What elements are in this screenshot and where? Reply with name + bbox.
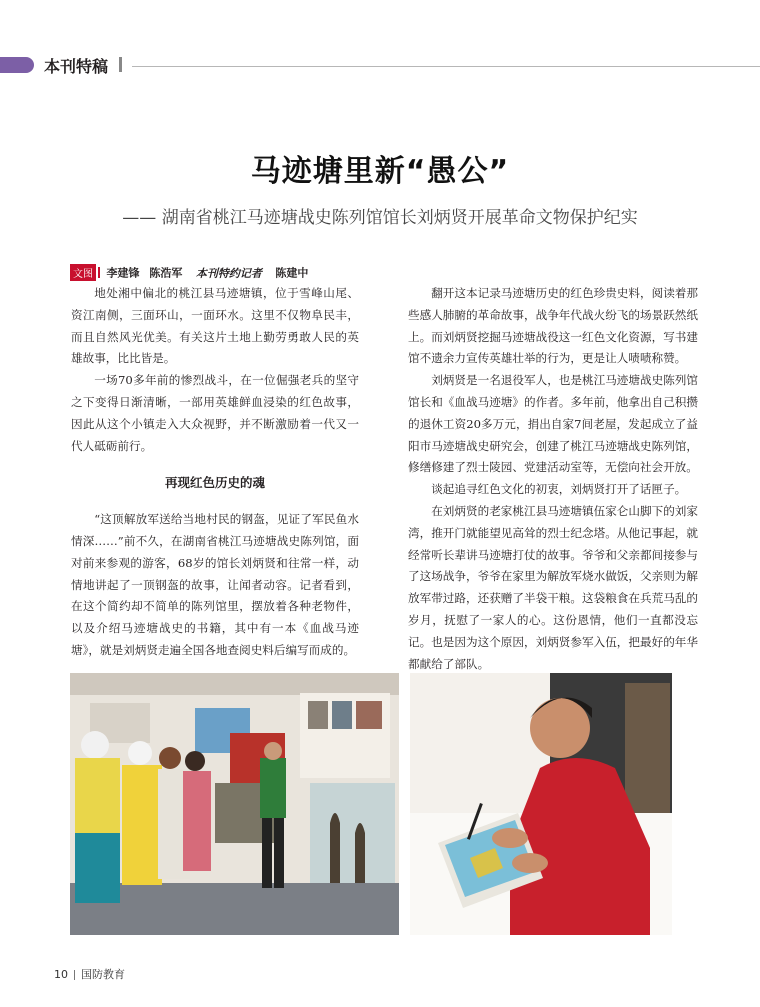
footer-divider <box>74 970 75 980</box>
byline-authors: 李建锋 陈浩军 <box>106 266 183 280</box>
byline-reporter: 陈建中 <box>275 266 309 280</box>
paragraph: 一场70多年前的惨烈战斗，在一位倔强老兵的坚守之下变得日渐清晰，一部用英雄鲜血浸染的红色故事，因此从这个小镇走入大众视野，并不断激励着一代又一代人砥砺前行。 <box>71 373 359 453</box>
section-label: 本刊特稿 <box>44 57 109 76</box>
paragraph: “这顶解放军送给当地村民的钢盔，见证了军民鱼水情深……”前不久，在湖南省桃江马迹塘战史陈列馆，面对前来参观的游客，68岁的馆长刘炳贤和往常一样，动情地讲起了一顶钢盔的故事，让闻者动容。记者看到，在这个简约却不简单的陈列馆里，摆放着各种老物件，以及介绍马迹塘战史的书籍，其中有一本《血战马迹塘》，就是刘炳贤走遍全国各地查阅史料后编写而成的。 <box>71 512 359 657</box>
header-rule <box>132 66 760 67</box>
right-column <box>408 283 698 675</box>
header-divider <box>119 57 122 72</box>
page-footer <box>54 966 125 982</box>
section-heading: 再现红色历史的魂 <box>164 475 265 491</box>
magazine-name: 国防教育 <box>81 968 125 981</box>
paragraph: 在刘炳贤的老家桃江县马迹塘镇伍家仑山脚下的刘家湾，推开门就能望见高耸的烈士纪念塔。从他记事起，就经常听长辈讲马迹塘打仗的故事。爷爷和父亲都间接参与了这场战争，爷爷在家里为解放军烧水做饭，父亲则为解放军带过路，还获赠了半袋干粮。这袋粮食在兵荒马乱的岁月，抚慰了一家人的心。这份恩情，他们一直都没忘记。也是因为这个原因，刘炳贤参军入伍，把最好的年华都献给了部队。 <box>408 503 698 671</box>
page-header <box>0 52 760 78</box>
paragraph: 刘炳贤是一名退役军人，也是桃江马迹塘战史陈列馆馆长和《血战马迹塘》的作者。多年前，他拿出自己积攒的退休工资20多万元，捐出自家7间老屋，发起成立了益阳市马迹塘战史研究会，创建了桃江马迹塘战史陈列馆，修缮修建了烈士陵园、党建活动室等，无偿向社会开放。 <box>408 373 698 475</box>
page-number: 10 <box>54 968 68 981</box>
section-tab-marker <box>0 57 34 73</box>
article-subtitle: —— 湖南省桃江马迹塘战史陈列馆馆长刘炳贤开展革命文物保护纪实 <box>122 208 638 228</box>
byline-bar <box>98 267 100 278</box>
paragraph: 谈起追寻红色文化的初衷，刘炳贤打开了话匣子。 <box>431 482 687 497</box>
curator-signing-photo <box>410 673 672 935</box>
left-column <box>71 283 359 662</box>
byline-role: 本刊特约记者 <box>195 266 262 280</box>
byline <box>70 264 308 280</box>
paragraph: 翻开这本记录马迹塘历史的红色珍贵史料，阅读着那些感人肺腑的革命故事，战争年代战火纷飞的场景跃然纸上。而刘炳贤挖掘马迹塘战役这一红色文化资源，写书建馆不遗余力宣传英雄壮举的行为，更是让人啧啧称赞。 <box>408 286 698 366</box>
article-title: 马迹塘里新“愚公” <box>250 154 510 189</box>
byline-tag: 文图 <box>70 264 96 281</box>
exhibition-hall-photo <box>70 673 399 935</box>
paragraph: 地处湘中偏北的桃江县马迹塘镇，位于雪峰山尾、资江南侧，三面环山，一面环水。这里不仅物阜民丰，而且自然风光优美。有关这片土地上勤劳勇敢人民的英雄故事，比比皆是。 <box>71 286 359 366</box>
